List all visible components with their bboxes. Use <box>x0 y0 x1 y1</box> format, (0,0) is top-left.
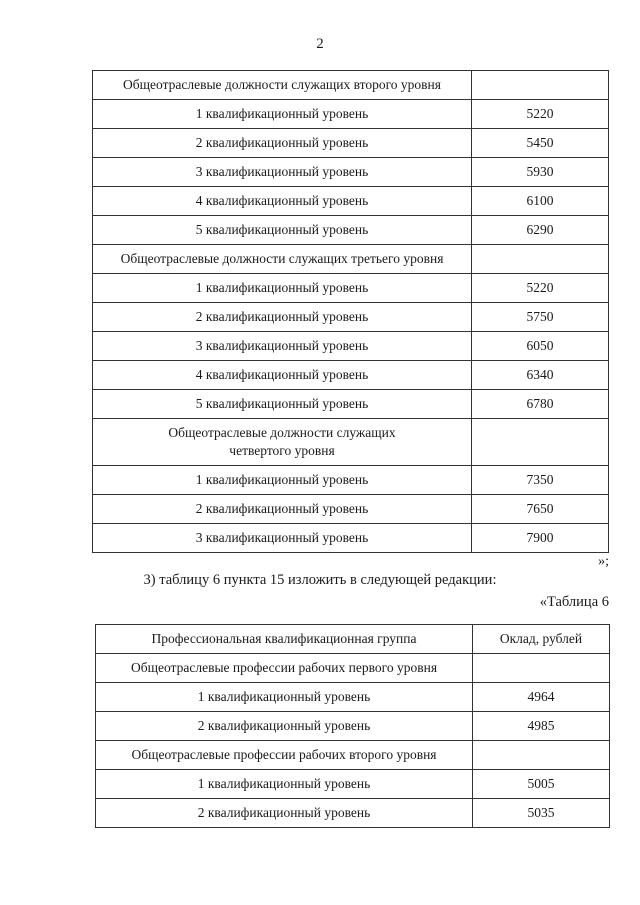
level-label: 2 квалификационный уровень <box>96 799 473 828</box>
group-row <box>96 741 610 770</box>
group-label: Общеотраслевые должности служащих третьего уровня <box>93 245 472 274</box>
table-row <box>93 274 609 303</box>
table-row <box>93 390 609 419</box>
table-row <box>93 187 609 216</box>
level-label: 3 квалификационный уровень <box>93 332 472 361</box>
salary-value: 7650 <box>472 495 609 524</box>
level-label: 5 квалификационный уровень <box>93 216 472 245</box>
table-row <box>93 216 609 245</box>
level-label: 1 квалификационный уровень <box>93 100 472 129</box>
group-row <box>93 245 609 274</box>
salary-value: 6290 <box>472 216 609 245</box>
salary-value: 7900 <box>472 524 609 553</box>
group-label: Общеотраслевые должности служащих второго уровня <box>93 71 472 100</box>
salary-value: 6050 <box>472 332 609 361</box>
table-row <box>96 770 610 799</box>
salary-value: 5220 <box>472 100 609 129</box>
table-row <box>93 332 609 361</box>
level-label: 2 квалификационный уровень <box>93 495 472 524</box>
group-label: Общеотраслевые должности служащих четвертого уровня <box>93 419 472 466</box>
table-row <box>93 466 609 495</box>
salary-value: 5750 <box>472 303 609 332</box>
level-label: 4 квалификационный уровень <box>93 187 472 216</box>
salary-value: 6780 <box>472 390 609 419</box>
table-row <box>93 129 609 158</box>
level-label: 1 квалификационный уровень <box>93 274 472 303</box>
salary-value <box>472 245 609 274</box>
group-label: Общеотраслевые профессии рабочих второго уровня <box>96 741 473 770</box>
table-row <box>96 683 610 712</box>
group-label: Общеотраслевые профессии рабочих первого уровня <box>96 654 473 683</box>
level-label: 1 квалификационный уровень <box>96 683 473 712</box>
salary-value: 5930 <box>472 158 609 187</box>
salary-value: 5035 <box>473 799 610 828</box>
salary-value: 5450 <box>472 129 609 158</box>
salary-value: 6100 <box>472 187 609 216</box>
salary-value: 5005 <box>473 770 610 799</box>
table-row <box>93 158 609 187</box>
level-label: 2 квалификационный уровень <box>93 303 472 332</box>
salary-value: 5220 <box>472 274 609 303</box>
group-row <box>96 654 610 683</box>
amendment-paragraph: 3) таблицу 6 пункта 15 изложить в следующей редакции: <box>143 572 497 588</box>
salary-table-workers <box>95 624 610 828</box>
level-label: 2 квалификационный уровень <box>93 129 472 158</box>
level-label: 2 квалификационный уровень <box>96 712 473 741</box>
table-row <box>96 712 610 741</box>
column-header-group: Профессиональная квалификационная группа <box>96 625 473 654</box>
table-row <box>93 303 609 332</box>
level-label: 5 квалификационный уровень <box>93 390 472 419</box>
level-label: 4 квалификационный уровень <box>93 361 472 390</box>
group-row <box>93 419 609 466</box>
table-row <box>96 799 610 828</box>
table-row <box>93 495 609 524</box>
salary-value <box>473 654 610 683</box>
table-caption: «Таблица 6 <box>539 594 609 610</box>
salary-value: 7350 <box>472 466 609 495</box>
salary-value <box>472 71 609 100</box>
table-row <box>93 100 609 129</box>
salary-value: 6340 <box>472 361 609 390</box>
table-row <box>93 524 609 553</box>
salary-value <box>472 419 609 466</box>
salary-value: 4964 <box>473 683 610 712</box>
level-label: 3 квалификационный уровень <box>93 524 472 553</box>
level-label: 1 квалификационный уровень <box>96 770 473 799</box>
table-row <box>93 361 609 390</box>
column-header-salary: Оклад, рублей <box>473 625 610 654</box>
salary-table-employees <box>92 70 609 553</box>
level-label: 3 квалификационный уровень <box>93 158 472 187</box>
level-label: 1 квалификационный уровень <box>93 466 472 495</box>
closing-quote: »; <box>598 554 609 569</box>
salary-value: 4985 <box>473 712 610 741</box>
page-number: 2 <box>316 36 324 52</box>
salary-value <box>473 741 610 770</box>
group-row <box>93 71 609 100</box>
table-header-row <box>96 625 610 654</box>
